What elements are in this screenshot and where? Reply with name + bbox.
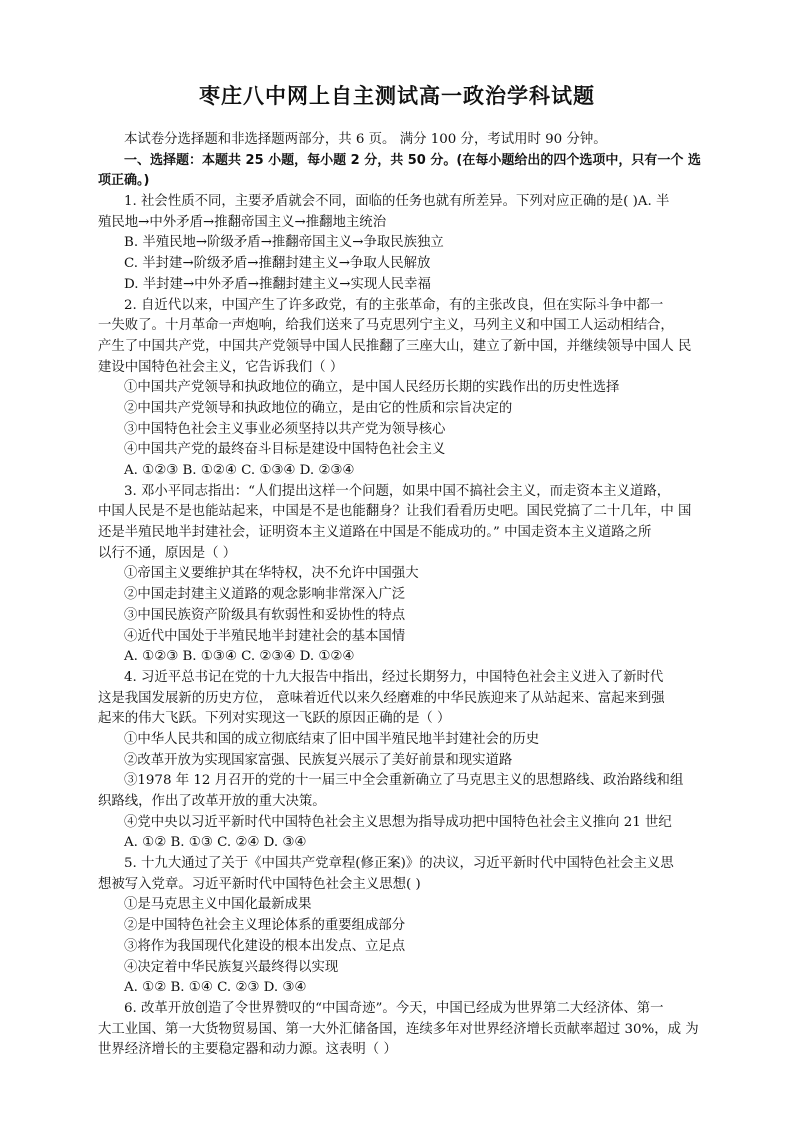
question-4-item: ①中华人民共和国的成立彻底结束了旧中国半殖民地半封建社会的历史 (124, 731, 540, 747)
question-4-item-cont: 织路线，作出了改革开放的重大决策。 (98, 794, 326, 809)
question-4-stem-cont: 起来的伟大飞跃。下列对实现这一飞跃的原因正确的是（ ） (98, 711, 451, 727)
exam-body (98, 130, 704, 1061)
question-3-item: ①帝国主义要维护其在华特权，决不允许中国强大 (124, 566, 419, 582)
question-4-item: ④党中央以习近平新时代中国特色社会主义思想为指导成功把中国特色社会主义推向 21 世纪 (124, 814, 672, 830)
question-1-option-c: C. 半封建→阶级矛盾→推翻封建主义→争取人民解放 (124, 256, 431, 272)
question-4-stem: 4. 习近平总书记在党的十九大报告中指出，经过长期努力，中国特色社会主义进入了新时代 (124, 669, 664, 685)
question-3-item: ④近代中国处于半殖民地半封建社会的基本国情 (124, 628, 406, 644)
question-2-item: ②中国共产党领导和执政地位的确立，是由它的性质和宗旨决定的 (124, 400, 513, 416)
section-heading-cont: 项正确。) (98, 173, 150, 189)
question-5-stem: 5. 十九大通过了关于《中国共产党章程(修正案)》的决议，习近平新时代中国特色社会主义思 (124, 856, 674, 872)
question-1-stem: 1. 社会性质不同，主要矛盾就会不同，面临的任务也就有所差异。下列对应正确的是( )A. 半 (124, 194, 670, 210)
question-4-stem-cont: 这是我国发展新的历史方位， 意味着近代以来久经磨难的中华民族迎来了从站起来、富起来到强 (98, 690, 665, 706)
question-3-stem: 3. 邓小平同志指出：“人们提出这样一个问题，如果中国不搞社会主义，而走资本主义道路， (124, 483, 671, 499)
question-2-item: ④中国共产党的最终奋斗目标是建设中国特色社会主义 (124, 442, 446, 458)
question-3-item: ③中国民族资产阶级具有软弱性和妥协性的特点 (124, 607, 406, 623)
question-1-option-a: 殖民地→中外矛盾→推翻帝国主义→推翻地主统治 (98, 214, 387, 230)
question-4-item: ②改革开放为实现国家富强、民族复兴展示了美好前景和现实道路 (124, 752, 513, 768)
question-3-options: A. ①②③ B. ①③④ C. ②③④ D. ①②④ (124, 649, 355, 665)
question-2-stem: 2. 自近代以来，中国产生了许多政党，有的主张革命，有的主张改良，但在实际斗争中都一 (124, 297, 664, 313)
question-5-item: ②是中国特色社会主义理论体系的重要组成部分 (124, 918, 406, 934)
question-1-option-d: D. 半封建→中外矛盾→推翻封建主义→实现人民幸福 (124, 276, 431, 292)
question-5-item: ③将作为我国现代化建设的根本出发点、立足点 (124, 938, 406, 954)
question-5-item: ④决定着中华民族复兴最终得以实现 (124, 959, 339, 975)
question-3-stem-cont: 以行不通，原因是（ ） (98, 545, 237, 561)
question-2-stem-cont: 建设中国特色社会主义，它告诉我们（ ） (98, 359, 344, 375)
question-6-stem: 6. 改革开放创造了令世界赞叹的“中国奇迹”。今天，中国已经成为世界第二大经济体、第一 (124, 1000, 664, 1016)
question-2-options: A. ①②③ B. ①②④ C. ①③④ D. ②③④ (124, 463, 355, 478)
question-1-option-b: B. 半殖民地→阶级矛盾→推翻帝国主义→争取民族独立 (124, 235, 444, 251)
intro-line: 本试卷分选择题和非选择题两部分，共 6 页。 满分 100 分，考试用时 90 分钟。 (124, 132, 607, 147)
question-4-item: ③1978 年 12 月召开的党的十一届三中全会重新确立了马克思主义的思想路线、政治路线和组 (124, 773, 684, 789)
question-3-item: ②中国走封建主义道路的观念影响非常深入广泛 (124, 587, 406, 603)
question-3-stem-cont: 还是半殖民地半封建社会，证明资本主义道路在中国是不能成功的。” 中国走资本主义道路之所 (98, 525, 652, 541)
question-4-options: A. ①② B. ①③ C. ②④ D. ③④ (124, 835, 307, 851)
question-2-stem-cont: 产生了中国共产党，中国共产党领导中国人民推翻了三座大山，建立了新中国，并继续领导中国人 民 (98, 338, 692, 354)
question-5-item: ①是马克思主义中国化最新成果 (124, 897, 312, 913)
question-2-stem-cont: 一失败了。十月革命一声炮响，给我们送来了马克思列宁主义，马列主义和中国工人运动相结合， (98, 318, 674, 334)
question-6-stem-cont: 大工业国、第一大货物贸易国、第一大外汇储备国，连续多年对世界经济增长贡献率超过 30%，成 为 (98, 1021, 699, 1037)
section-heading: 一、选择题：本题共 25 小题，每小题 2 分，共 50 分。(在每小题给出的四个选项中，只有一个 选 (124, 152, 701, 168)
question-2-item: ③中国特色社会主义事业必须坚持以共产党为领导核心 (124, 421, 446, 437)
question-5-stem-cont: 想被写入党章。习近平新时代中国特色社会主义思想( ) (98, 876, 421, 892)
question-2-item: ①中国共产党领导和执政地位的确立，是中国人民经历长期的实践作出的历史性选择 (124, 380, 620, 396)
page-title: 枣庄八中网上自主测试高一政治学科试题 (199, 84, 595, 108)
question-3-stem-cont: 中国人民是不是也能站起来，中国是不是也能翻身？让我们看看历史吧。国民党搞了二十几年，中 国 (98, 504, 692, 520)
question-6-stem-cont: 世界经济增长的主要稳定器和动力源。这表明（ ） (98, 1042, 397, 1058)
question-5-options: A. ①② B. ①④ C. ②③ D. ③④ (124, 980, 307, 996)
